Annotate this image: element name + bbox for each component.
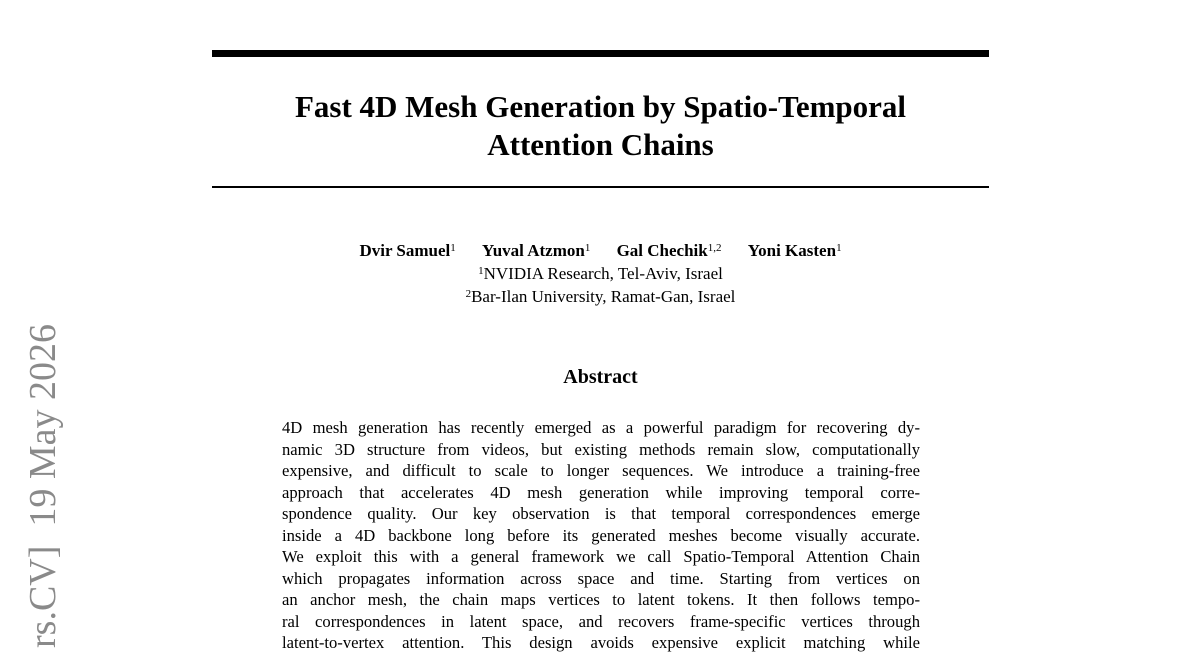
paper-title-line: Attention Chains [487,127,714,162]
abstract-line: expensive, and difficult to scale to longer sequences. We introduce a training-free [282,461,920,480]
author-block [212,240,989,308]
author [748,240,842,262]
author-affiliation-mark: 1,2 [707,242,722,254]
author-name: Yoni Kasten [747,241,837,260]
author-name: Gal Chechik [616,241,708,260]
abstract-line: approach that accelerates 4D mesh generation while improving temporal corre- [282,482,920,502]
abstract-line: ral correspondences in latent space, and recovers frame-specific vertices through [282,611,920,631]
arxiv-watermark: rs.CV] 19 May 2026 [22,323,64,648]
author-affiliation-mark: 1 [450,242,456,254]
paper-title [212,88,989,164]
author [617,240,722,262]
abstract-line: 4D mesh generation has recently emerged as a powerful paradigm for recovering dy- [282,418,920,437]
abstract-line: namic 3D structure from videos, but existing methods remain slow, computationally [282,439,920,459]
author-affiliation-mark: 1 [584,242,591,254]
author-list [212,240,989,262]
abstract-line: spondence quality. Our key observation is that temporal correspondences emerge [282,504,920,523]
abstract-body [282,417,920,654]
author [359,240,455,262]
abstract-line: inside a 4D backbone long before its generated meshes become visually accurate. [282,525,920,545]
abstract-line: which propagates information across space and time. Starting from vertices on [282,568,920,588]
paper-title-line: Fast 4D Mesh Generation by Spatio-Temporal [294,89,907,124]
title-top-rule [212,50,989,57]
author-affiliation-mark: 1 [836,242,842,254]
title-bottom-rule [212,186,989,188]
abstract-line: latent-to-vertex attention. This design avoids expensive explicit matching while [282,633,920,652]
author [482,240,590,262]
affiliation-text: NVIDIA Research, Tel-Aviv, Israel [483,264,723,283]
abstract-line: We exploit this with a general framework we call Spatio-Temporal Attention Chain [282,547,920,566]
affiliation-mark: 2 [465,288,472,300]
affiliation-text: Bar-Ilan University, Ramat-Gan, Israel [471,287,736,306]
affiliation [212,285,989,308]
author-name: Yuval Atzmon [482,241,585,260]
affiliation [212,262,989,285]
abstract-heading: Abstract [563,366,638,388]
affiliation-mark: 1 [478,265,484,277]
abstract-line: an anchor mesh, the chain maps vertices to latent tokens. It then follows tempo- [282,590,920,609]
author-name: Dvir Samuel [359,241,451,260]
